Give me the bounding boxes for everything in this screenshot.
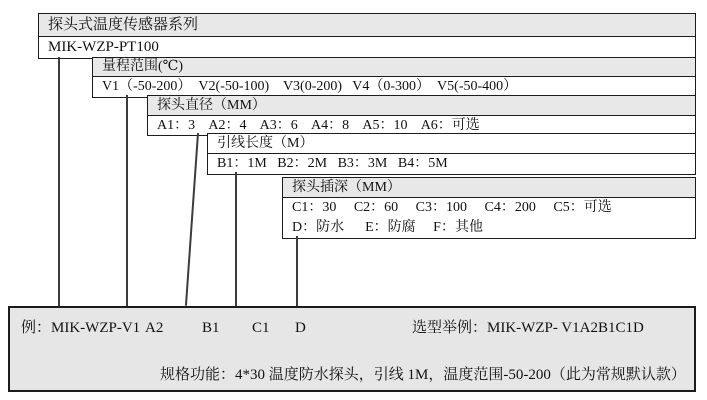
lead-length-options: B1：1M B2：2M B3：3M B4：5M bbox=[208, 153, 695, 174]
lead-length-box bbox=[207, 133, 696, 175]
selection-example: 选型举例：MIK-WZP- V1A2B1C1D bbox=[412, 320, 644, 336]
connector-line-insertion-depth bbox=[296, 236, 298, 306]
example-code-c: C1 bbox=[252, 320, 270, 336]
diameter-box bbox=[147, 95, 696, 136]
diameter-options: A1：3 A2：4 A3：6 A4：8 A5：10 A6：可选 bbox=[148, 115, 695, 135]
insertion-depth-options: C1：30 C2：60 C3：100 C4：200 C5：可选 bbox=[283, 197, 695, 218]
protection-options: D：防水 E：防腐 F：其他 bbox=[283, 218, 695, 238]
insertion-depth-box bbox=[282, 177, 696, 239]
example-code-a: A2 bbox=[145, 320, 164, 336]
insertion-depth-header: 探头插深（MM） bbox=[283, 178, 695, 197]
connector-line-range bbox=[126, 95, 128, 306]
example-code-d: D bbox=[295, 320, 306, 336]
range-box bbox=[92, 57, 696, 98]
example-prefix: 例：MIK-WZP-V1 bbox=[21, 320, 141, 336]
spec-note: 规格功能：4*30 温度防水探头，引线 1M，温度范围-50-200（此为常规默认款） bbox=[160, 367, 686, 383]
example-code-b: B1 bbox=[202, 320, 220, 336]
example-box bbox=[8, 306, 696, 392]
connector-line-lead-length bbox=[235, 172, 237, 306]
range-options: V1（-50-200） V2(-50-100) V3(0-200) V4（0-300） V5(-50-400） bbox=[93, 76, 695, 97]
diameter-header: 探头直径（MM） bbox=[148, 96, 695, 115]
lead-length-header: 引线长度（M） bbox=[208, 134, 695, 153]
range-header: 量程范围(℃) bbox=[93, 58, 695, 76]
connector-line-series bbox=[58, 57, 60, 306]
series-header: 探头式温度传感器系列 bbox=[39, 14, 695, 36]
connector-line-diameter bbox=[185, 133, 199, 306]
series-box bbox=[38, 13, 696, 59]
series-model: MIK-WZP-PT100 bbox=[39, 36, 695, 58]
